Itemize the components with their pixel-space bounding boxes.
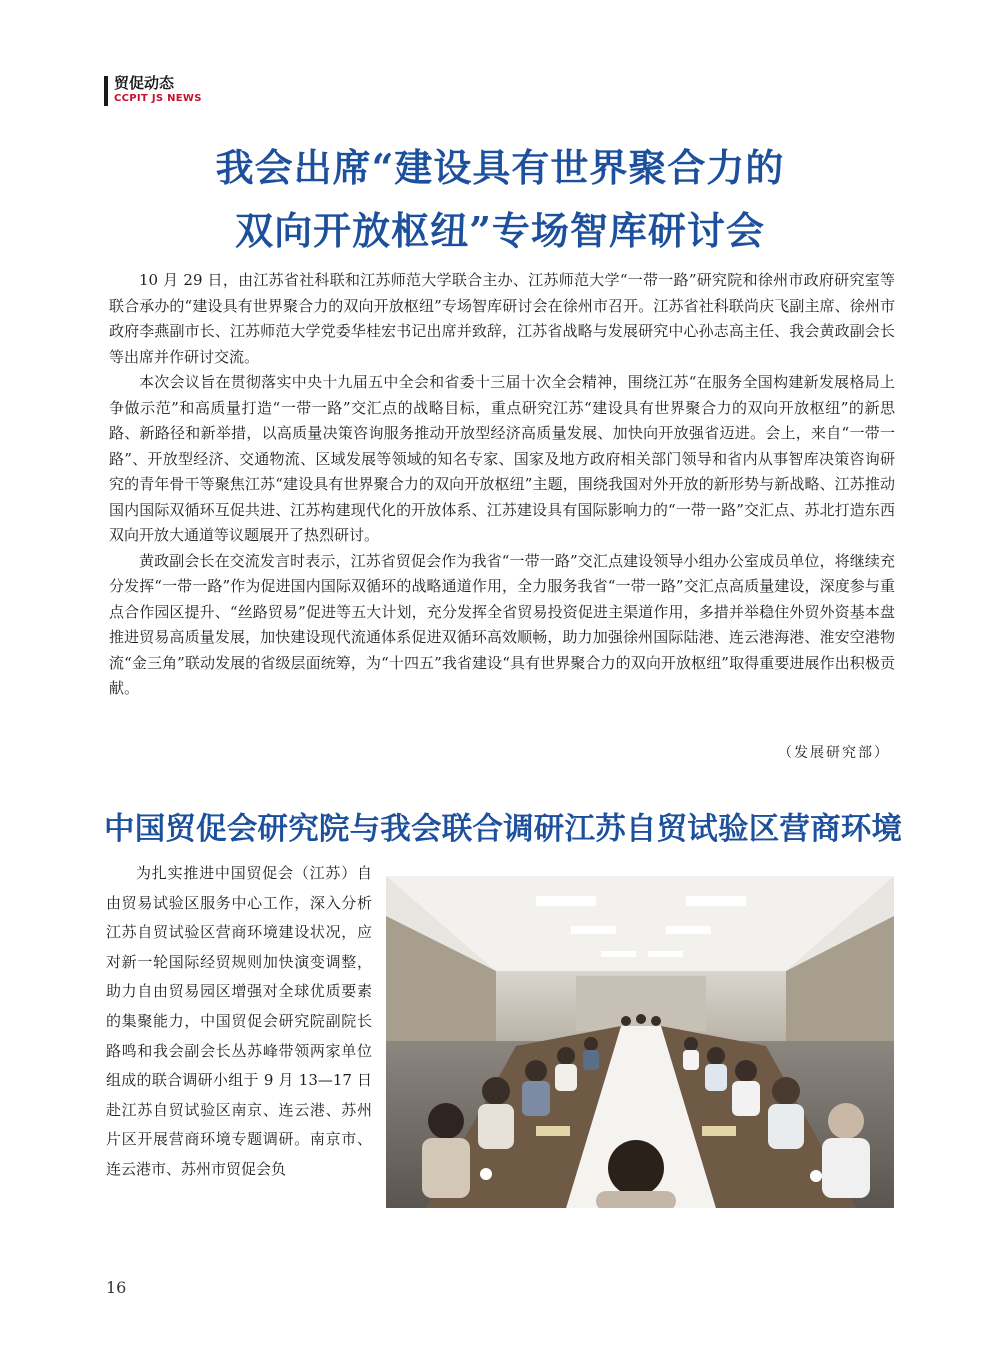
article1-body xyxy=(109,268,895,702)
header-accent-bar xyxy=(104,76,108,106)
article1-signoff: （发展研究部） xyxy=(778,745,890,761)
page-number: 16 xyxy=(106,1278,127,1297)
article1-title-line1: 我会出席“建设具有世界聚合力的 xyxy=(215,145,785,190)
article1-paragraph: 10 月 29 日，由江苏省社科联和江苏师范大学联合主办、江苏师范大学“一带一路”研究院和徐州市政府研究室等联合承办的“建设具有世界聚合力的双向开放枢纽”专场智库研讨会在徐州市召开。江苏省社科联尚庆飞副主席、徐州市政府李燕副市长、江苏师范大学党委华桂宏书记出席并致辞，江苏省战略与发展研究中心孙志高主任、我会黄政副会长等出席并作研讨交流。 xyxy=(109,271,895,366)
section-title: 贸促动态 xyxy=(114,74,175,92)
meeting-photo xyxy=(386,876,894,1208)
article2-body xyxy=(106,859,372,1185)
article2-paragraph: 为扎实推进中国贸促会（江苏）自由贸易试验区服务中心工作，深入分析江苏自贸试验区营商环境建设状况，应对新一轮国际经贸规则加快演变调整，助力自由贸易园区增强对全球优质要素的集聚能力，中国贸促会研究院副院长路鸣和我会副会长丛苏峰带领两家单位组成的联合调研小组于 9 月 13—17 日赴江苏自贸试验区南京、连云港、苏州片区开展营商环境专题调研。南京市、连云港市、苏州市贸促会负 xyxy=(106,864,372,1178)
article1-paragraph: 本次会议旨在贯彻落实中央十九届五中全会和省委十三届十次全会精神，围绕江苏“在服务全国构建新发展格局上争做示范”和高质量打造“一带一路”交汇点的战略目标，重点研究江苏“建设具有世界聚合力的双向开放枢纽”的新思路、新路径和新举措，以高质量决策咨询服务推动开放型经济高质量发展、加快向开放强省迈进。会上，来自“一带一路”、开放型经济、交通物流、区域发展等领域的知名专家、国家及地方政府相关部门领导和省内从事智库决策咨询研究的青年骨干等聚焦江苏“建设具有世界聚合力的双向开放枢纽”主题，围绕我国对外开放的新形势与新战略、江苏推动国内国际双循环互促共进、江苏构建现代化的开放体系、江苏建设具有国际影响力的“一带一路”交汇点、苏北打造东西双向开放大通道等议题展开了热烈研讨。 xyxy=(109,373,895,544)
article1-paragraph: 黄政副会长在交流发言时表示，江苏省贸促会作为我省“一带一路”交汇点建设领导小组办公室成员单位，将继续充分发挥“一带一路”作为促进国内国际双循环的战略通道作用，全力服务我省“一带一路”交汇点高质量建设，深度参与重点合作园区提升、“丝路贸易”促进等五大计划，充分发挥全省贸易投资促进主渠道作用，多措并举稳住外贸外资基本盘推进贸易高质量发展，加快建设现代流通体系促进双循环高效顺畅，助力加强徐州国际陆港、连云港海港、淮安空港物流“金三角”联动发展的省级层面统筹，为“十四五”我省建设“具有世界聚合力的双向开放枢纽”取得重要进展作出积极贡献。 xyxy=(109,551,895,697)
section-subtitle: CCPIT JS NEWS xyxy=(114,93,202,104)
article2-title: 中国贸促会研究院与我会联合调研江苏自贸试验区营商环境 xyxy=(104,811,903,847)
article1-title-line2: 双向开放枢纽”专场智库研讨会 xyxy=(235,208,765,253)
